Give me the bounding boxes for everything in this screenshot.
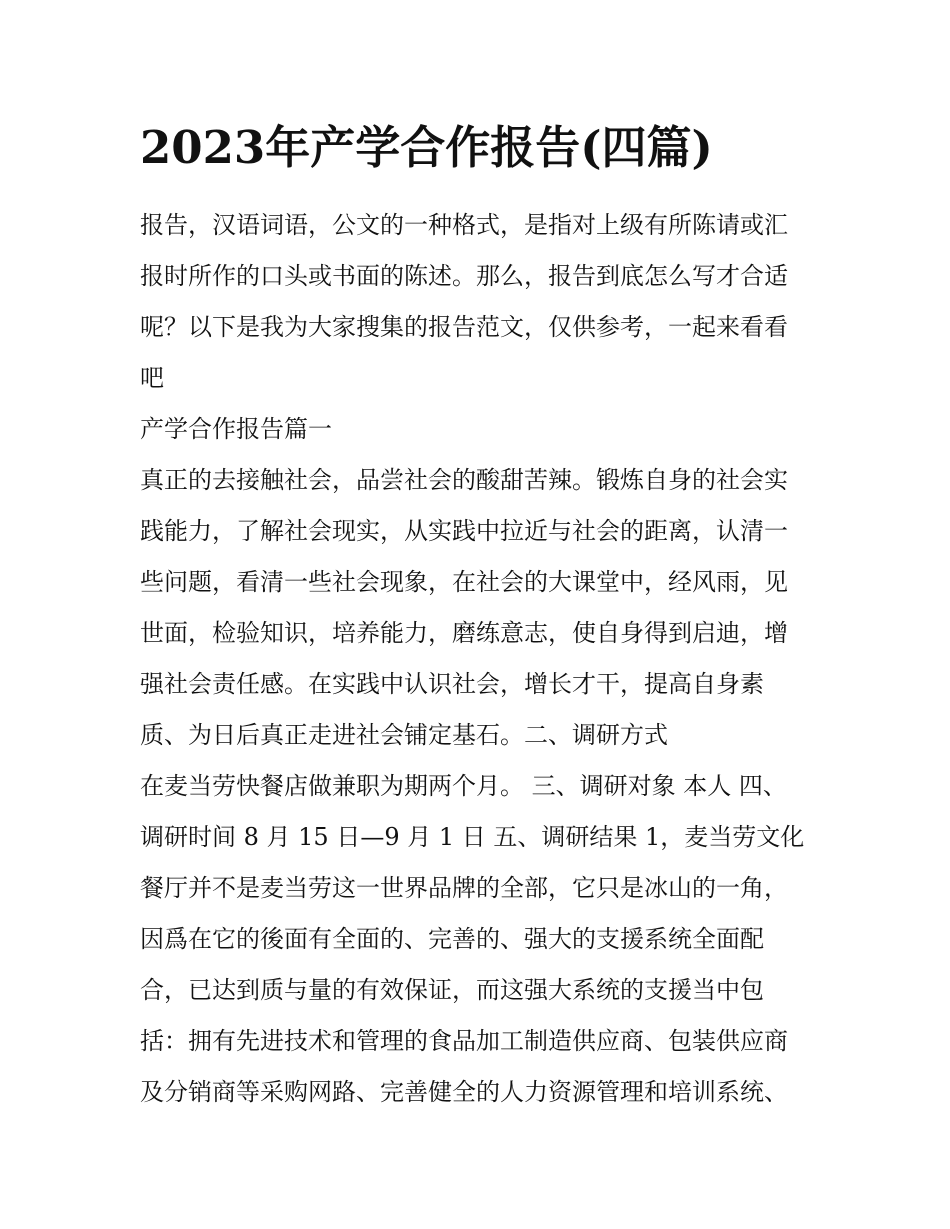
text-line: 报时所作的口头或书面的陈述。那么，报告到底怎么写才合适 — [140, 262, 788, 290]
text-line: 调研时间 8 月 15 日—9 月 1 日 五、调研结果 1，麦当劳文化 — [140, 823, 805, 851]
section-heading: 产学合作报告篇一 — [140, 415, 332, 443]
text-line: 真正的去接触社会，品尝社会的酸甜苦辣。锻炼自身的社会实 — [140, 466, 788, 494]
text-line: 世面，检验知识，培养能力，磨练意志，使自身得到启迪，增 — [140, 619, 788, 647]
text-line: 及分销商等采购网路、完善健全的人力资源管理和培训系统、 — [140, 1078, 788, 1106]
text-line: 在麦当劳快餐店做兼职为期两个月。 三、调研对象 本人 四、 — [140, 772, 787, 800]
text-line: 餐厅并不是麦当劳这一世界品牌的全部，它只是冰山的一角， — [140, 874, 788, 902]
text-line: 合，已达到质与量的有效保证，而这强大系统的支援当中包 — [140, 976, 764, 1004]
document-body — [140, 200, 820, 1118]
text-line: 报告，汉语词语，公文的一种格式，是指对上级有所陈请或汇 — [140, 211, 788, 239]
text-line: 质、为日后真正走进社会铺定基石。二、调研方式 — [140, 721, 668, 749]
text-line: 强社会责任感。在实践中认识社会，增长才干，提高自身素 — [140, 670, 764, 698]
text-line: 因爲在它的後面有全面的、完善的、强大的支援系统全面配 — [140, 925, 764, 953]
document-title: 2023年产学合作报告(四篇) — [140, 121, 713, 174]
text-line: 践能力，了解社会现实，从实践中拉近与社会的距离，认清一 — [140, 517, 788, 545]
text-line: 些问题，看清一些社会现象，在社会的大课堂中，经风雨，见 — [140, 568, 788, 596]
text-line: 吧 — [140, 364, 164, 392]
text-line: 括：拥有先进技术和管理的食品加工制造供应商、包装供应商 — [140, 1027, 788, 1055]
text-line: 呢？以下是我为大家搜集的报告范文，仅供参考，一起来看看 — [140, 313, 788, 341]
